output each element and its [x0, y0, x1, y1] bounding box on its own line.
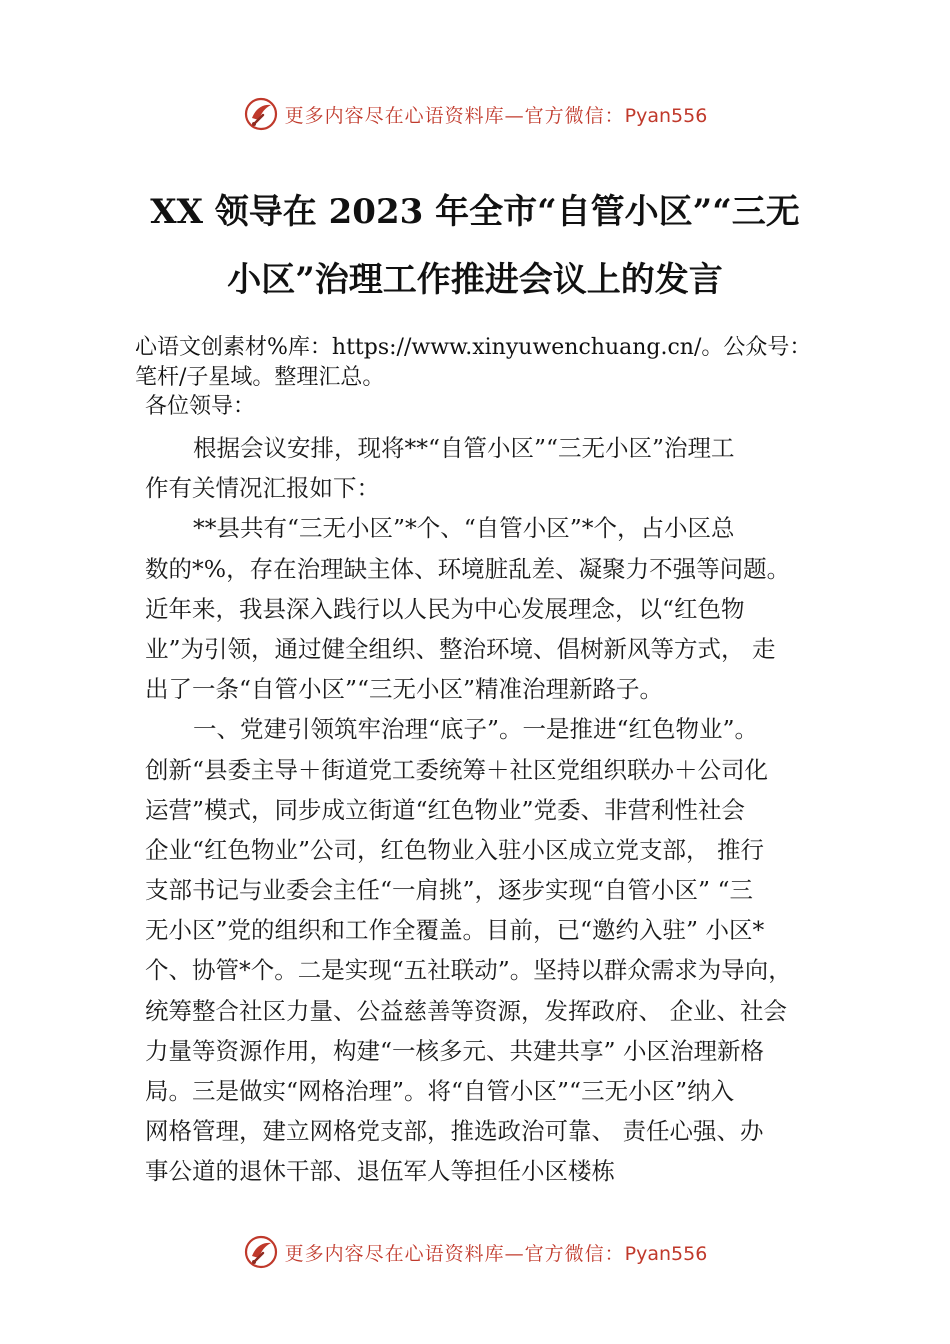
source-line-2: 笔杆/子星域。整理汇总。: [135, 365, 385, 390]
footer-banner: [0, 1232, 950, 1272]
body-line: 出了一条“自管小区”“三无小区”精准治理新路子。: [145, 675, 664, 704]
header-banner: [0, 94, 950, 134]
title-line-2: 小区”治理工作推进会议上的发言: [227, 260, 723, 300]
body-line: 作有关情况汇报如下：: [145, 474, 380, 503]
source-note: [135, 333, 875, 393]
body-line: 支部书记与业委会主任“一肩挑”，逐步实现“自管小区” “三: [145, 876, 754, 905]
body-line: 数的*%，存在治理缺主体、环境脏乱差、凝聚力不强等问题。: [145, 554, 791, 583]
body-line: 个、协管*个。二是实现“五社联动”。坚持以群众需求为导向，: [145, 956, 792, 985]
body-line: 运营”模式，同步成立街道“红色物业”党委、非营利性社会: [145, 795, 746, 824]
body-line: 业”为引领，通过健全组织、整治环境、倡树新风等方式， 走: [145, 634, 776, 663]
body-line: 近年来，我县深入践行以人民为中心发展理念，以“红色物: [145, 594, 745, 623]
brush-logo-icon: [243, 96, 279, 132]
salutation: 各位领导：: [145, 394, 256, 419]
body-line: 根据会议安排，现将**“自管小区”“三无小区”治理工: [193, 434, 735, 462]
body-line: 一、党建引领筑牢治理“底子”。一是推进“红色物业”。: [193, 715, 759, 744]
banner-text: [285, 1239, 708, 1266]
body-line: 企业“红色物业”公司，红色物业入驻小区成立党支部， 推行: [145, 835, 764, 864]
title-line-1: XX 领导在 2023 年全市“自管小区”“三无: [150, 192, 800, 232]
body-line: 事公道的退休干部、退伍军人等担任小区楼栋: [145, 1157, 615, 1186]
source-line-1: 心语文创素材%库：https://www.xinyuwenchuang.cn/。公众号：: [135, 335, 812, 360]
wechat-id: Pyan556: [624, 1242, 708, 1265]
body-line: **县共有“三无小区”*个、“自管小区”*个，占小区总: [193, 514, 735, 543]
body-line: 创新“县委主导＋街道党工委统筹＋社区党组织联办＋公司化: [145, 755, 769, 784]
document-title: [100, 178, 850, 314]
banner-prefix: 更多内容尽在心语资料库—官方微信：: [284, 1242, 625, 1265]
body-line: 统筹整合社区力量、公益慈善等资源，发挥政府、 企业、社会: [145, 996, 787, 1025]
document-body: [145, 428, 835, 1192]
brush-logo-icon: [243, 1234, 279, 1270]
banner-prefix: 更多内容尽在心语资料库—官方微信：: [284, 104, 625, 127]
body-line: 局。三是做实“网格治理”。将“自管小区”“三无小区”纳入: [145, 1077, 735, 1105]
wechat-id: Pyan556: [624, 104, 708, 127]
body-line: 力量等资源作用，构建“一核多元、共建共享” 小区治理新格: [145, 1036, 764, 1065]
body-line: 无小区”党的组织和工作全覆盖。目前，已“邀约入驻” 小区*: [145, 916, 765, 945]
body-line: 网格管理，建立网格党支部，推选政治可靠、 责任心强、办: [145, 1117, 764, 1146]
banner-text: [285, 101, 708, 128]
